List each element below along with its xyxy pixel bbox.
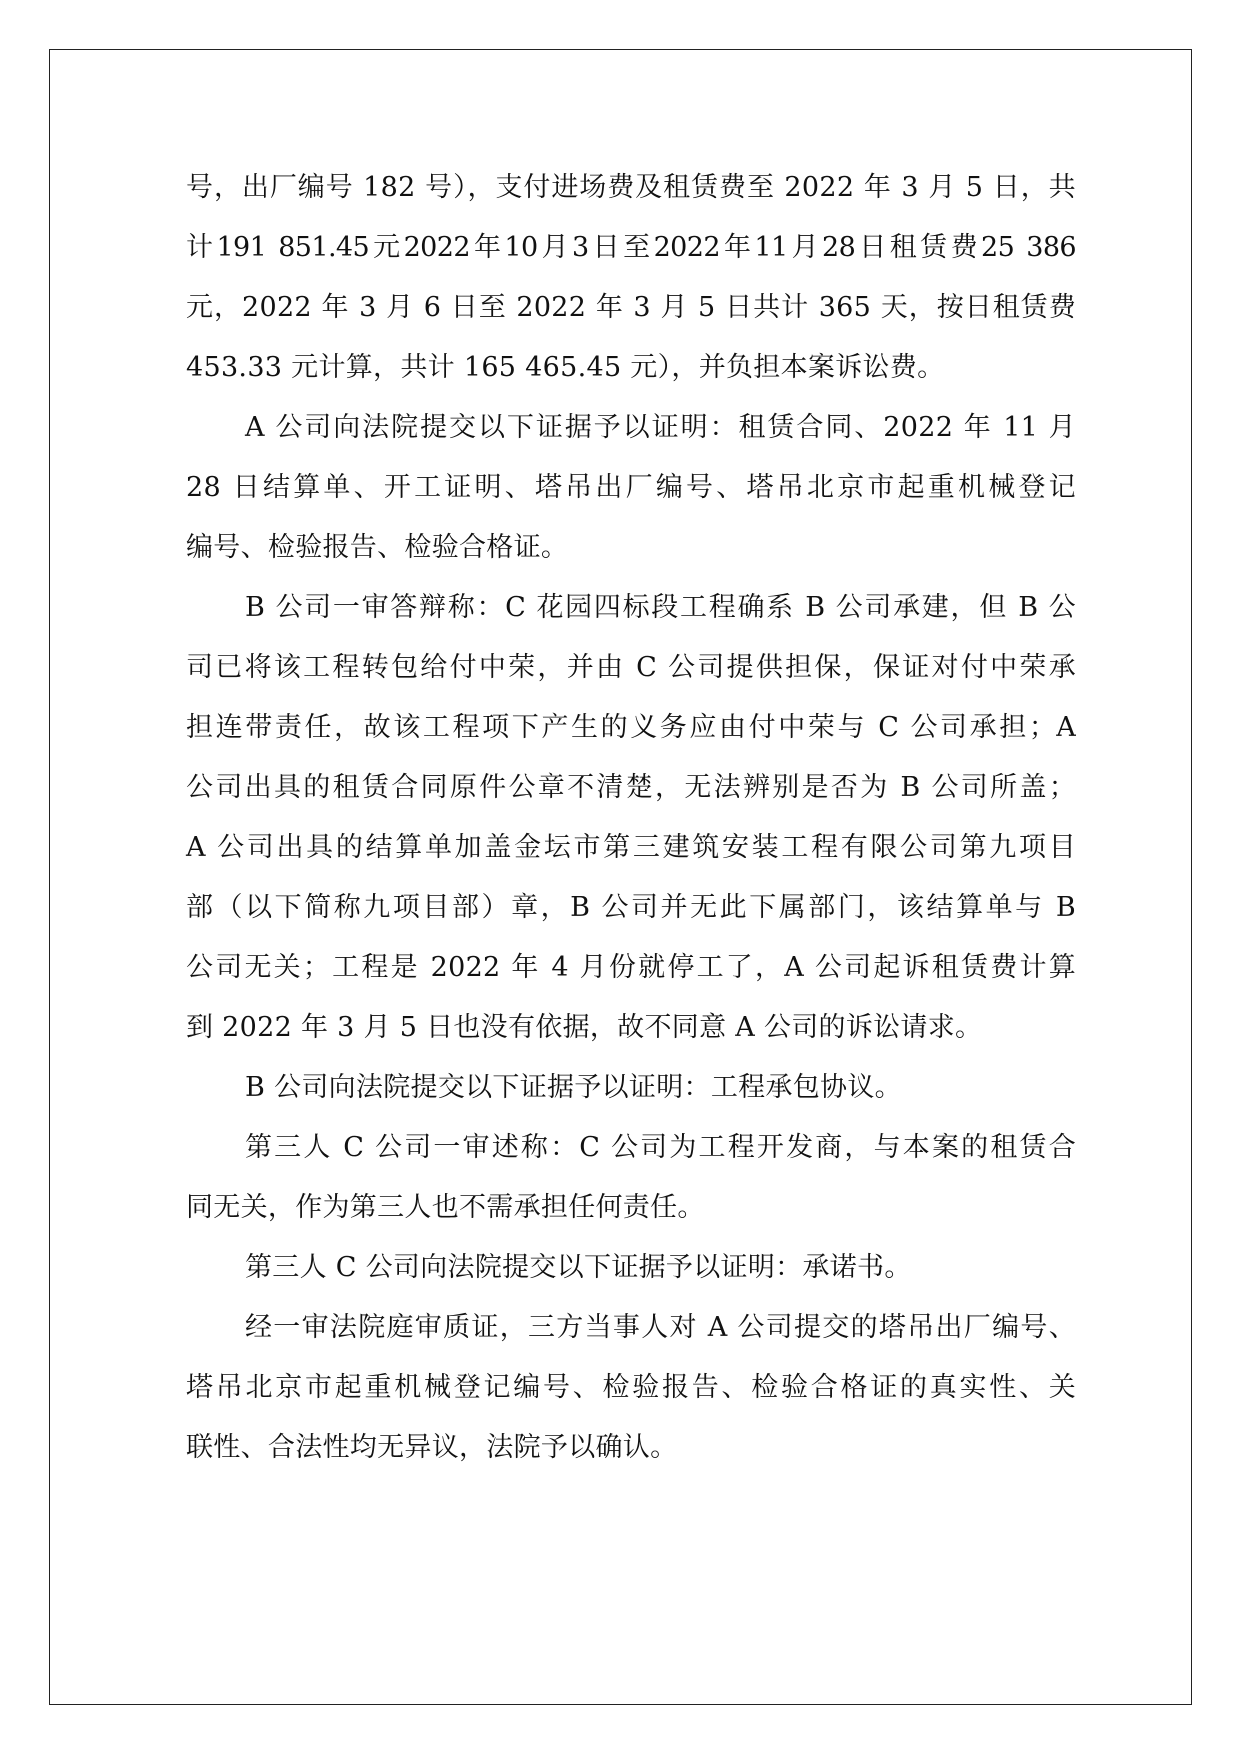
text-line: A 公司出具的结算单加盖金坛市第三建筑安装工程有限公司第九项目 <box>186 832 1076 863</box>
text-line: 号，出厂编号 182 号），支付进场费及租赁费至 2022 年 3 月 5 日，共 <box>186 172 1076 203</box>
paragraph-first-line: 第三人 C 公司向法院提交以下证据予以证明：承诺书。 <box>245 1252 912 1283</box>
text-line: 28 日结算单、开工证明、塔吊出厂编号、塔吊北京市起重机械登记 <box>186 472 1076 503</box>
text-line: 公司无关；工程是 2022 年 4 月份就停工了，A 公司起诉租赁费计算 <box>186 952 1076 983</box>
text-line: 计191 851.45元2022年10月3日至2022年11月28日租赁费25 386 <box>186 232 1076 263</box>
paragraph-first-line: 经一审法院庭审质证，三方当事人对 A 公司提交的塔吊出厂编号、 <box>245 1312 1076 1343</box>
text-line: 编号、检验报告、检验合格证。 <box>186 532 569 563</box>
paragraph-first-line: A 公司向法院提交以下证据予以证明：租赁合同、2022 年 11 月 <box>245 412 1076 443</box>
text-line: 司已将该工程转包给付中荣，并由 C 公司提供担保，保证对付中荣承 <box>186 652 1076 683</box>
document-body <box>186 158 1076 1478</box>
text-line: 同无关，作为第三人也不需承担任何责任。 <box>186 1192 705 1223</box>
text-line: 到 2022 年 3 月 5 日也没有依据，故不同意 A 公司的诉讼请求。 <box>186 1012 983 1043</box>
text-line: 担连带责任，故该工程项下产生的义务应由付中荣与 C 公司承担；A <box>186 712 1076 743</box>
text-line: 塔吊北京市起重机械登记编号、检验报告、检验合格证的真实性、关 <box>186 1372 1076 1403</box>
text-line: 部（以下简称九项目部）章，B 公司并无此下属部门，该结算单与 B <box>186 892 1076 923</box>
paragraph-first-line: B 公司向法院提交以下证据予以证明：工程承包协议。 <box>245 1072 902 1103</box>
text-line: 元，2022 年 3 月 6 日至 2022 年 3 月 5 日共计 365 天，按日租赁费 <box>186 292 1076 323</box>
text-line: 公司出具的租赁合同原件公章不清楚，无法辨别是否为 B 公司所盖； <box>186 772 1076 803</box>
text-line: 453.33 元计算，共计 165 465.45 元），并负担本案诉讼费。 <box>186 352 945 383</box>
text-line: 联性、合法性均无异议，法院予以确认。 <box>186 1432 678 1463</box>
paragraph-first-line: 第三人 C 公司一审述称：C 公司为工程开发商，与本案的租赁合 <box>245 1132 1076 1163</box>
paragraph-first-line: B 公司一审答辩称：C 花园四标段工程确系 B 公司承建，但 B 公 <box>245 592 1076 623</box>
